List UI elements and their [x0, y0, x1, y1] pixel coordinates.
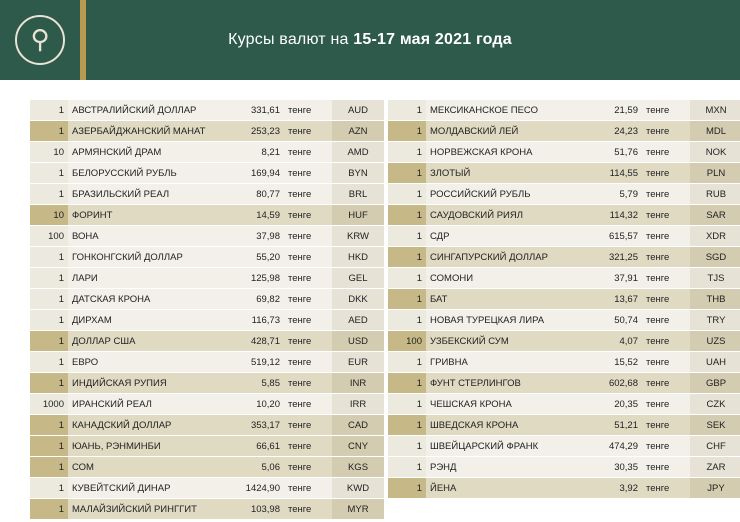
currency-unit: тенге [642, 415, 690, 436]
currency-quantity: 1 [30, 457, 68, 478]
currency-name: СИНГАПУРСКИЙ ДОЛЛАР [426, 247, 578, 268]
currency-code: MXN [690, 100, 740, 121]
currency-quantity: 1 [30, 415, 68, 436]
table-row [388, 310, 740, 331]
currency-code: IRR [332, 394, 384, 415]
table-row [30, 478, 384, 499]
currency-code: CNY [332, 436, 384, 457]
currency-name: ДОЛЛАР США [68, 331, 220, 352]
currency-code: TJS [690, 268, 740, 289]
table-row [30, 310, 384, 331]
table-row [388, 289, 740, 310]
table-row [388, 268, 740, 289]
currency-unit: тенге [284, 499, 332, 520]
currency-unit: тенге [284, 247, 332, 268]
currency-code: USD [332, 331, 384, 352]
table-row [388, 331, 740, 352]
currency-quantity: 1 [30, 121, 68, 142]
currency-quantity: 1 [388, 352, 426, 373]
currency-unit: тенге [284, 100, 332, 121]
currency-quantity: 1000 [30, 394, 68, 415]
table-row [388, 436, 740, 457]
currency-rate: 169,94 [220, 163, 284, 184]
table-row [30, 394, 384, 415]
currency-unit: тенге [284, 352, 332, 373]
currency-unit: тенге [284, 268, 332, 289]
currency-name: УЗБЕКСКИЙ СУМ [426, 331, 578, 352]
currency-rate: 125,98 [220, 268, 284, 289]
currency-unit: тенге [284, 121, 332, 142]
currency-unit: тенге [284, 310, 332, 331]
currency-name: СОМОНИ [426, 268, 578, 289]
currency-name: ЙЕНА [426, 478, 578, 499]
table-row [388, 163, 740, 184]
currency-rate: 55,20 [220, 247, 284, 268]
currency-rate: 253,23 [220, 121, 284, 142]
currency-unit: тенге [642, 289, 690, 310]
rates-table-left [30, 100, 384, 520]
currency-rate: 519,12 [220, 352, 284, 373]
currency-unit: тенге [284, 478, 332, 499]
currency-rate: 5,79 [578, 184, 642, 205]
currency-code: SGD [690, 247, 740, 268]
currency-name: ИНДИЙСКАЯ РУПИЯ [68, 373, 220, 394]
currency-quantity: 1 [388, 184, 426, 205]
table-row [388, 373, 740, 394]
currency-code: TRY [690, 310, 740, 331]
currency-rate: 66,61 [220, 436, 284, 457]
currency-unit: тенге [284, 205, 332, 226]
currency-rate: 602,68 [578, 373, 642, 394]
currency-quantity: 1 [30, 352, 68, 373]
currency-name: ФУНТ СТЕРЛИНГОВ [426, 373, 578, 394]
emblem-glyph: ⚲ [30, 25, 50, 55]
currency-code: MYR [332, 499, 384, 520]
currency-code: BYN [332, 163, 384, 184]
table-row [30, 373, 384, 394]
currency-name: СОМ [68, 457, 220, 478]
currency-quantity: 1 [30, 478, 68, 499]
currency-code: KGS [332, 457, 384, 478]
currency-name: РОССИЙСКИЙ РУБЛЬ [426, 184, 578, 205]
page-title-prefix: Курсы валют на [228, 31, 354, 48]
currency-code: ZAR [690, 457, 740, 478]
currency-rate: 116,73 [220, 310, 284, 331]
table-row [388, 352, 740, 373]
currency-quantity: 1 [388, 373, 426, 394]
table-row [388, 247, 740, 268]
currency-quantity: 10 [30, 205, 68, 226]
currency-name: ГОНКОНГСКИЙ ДОЛЛАР [68, 247, 220, 268]
currency-rate: 15,52 [578, 352, 642, 373]
currency-unit: тенге [642, 331, 690, 352]
table-row [388, 478, 740, 499]
currency-rate: 103,98 [220, 499, 284, 520]
header-title-container [86, 31, 740, 49]
currency-code: DKK [332, 289, 384, 310]
currency-code: HUF [332, 205, 384, 226]
currency-name: ЛАРИ [68, 268, 220, 289]
currency-name: ЗЛОТЫЙ [426, 163, 578, 184]
currency-rate: 69,82 [220, 289, 284, 310]
currency-unit: тенге [284, 415, 332, 436]
currency-rate: 474,29 [578, 436, 642, 457]
currency-quantity: 100 [388, 331, 426, 352]
currency-rate: 5,06 [220, 457, 284, 478]
currency-code: AED [332, 310, 384, 331]
table-row [388, 205, 740, 226]
currency-quantity: 1 [388, 142, 426, 163]
table-row [30, 331, 384, 352]
currency-code: AMD [332, 142, 384, 163]
currency-code: AZN [332, 121, 384, 142]
currency-code: INR [332, 373, 384, 394]
currency-name: СДР [426, 226, 578, 247]
currency-name: ВОНА [68, 226, 220, 247]
table-row [30, 457, 384, 478]
currency-rate: 114,55 [578, 163, 642, 184]
table-row [388, 184, 740, 205]
currency-quantity: 100 [30, 226, 68, 247]
currency-name: ДАТСКАЯ КРОНА [68, 289, 220, 310]
currency-name: САУДОВСКИЙ РИЯЛ [426, 205, 578, 226]
currency-quantity: 1 [388, 121, 426, 142]
currency-rate: 37,98 [220, 226, 284, 247]
table-row [30, 121, 384, 142]
currency-unit: тенге [642, 163, 690, 184]
currency-rate: 13,67 [578, 289, 642, 310]
currency-quantity: 1 [388, 415, 426, 436]
currency-quantity: 1 [30, 268, 68, 289]
currency-unit: тенге [642, 247, 690, 268]
currency-quantity: 1 [388, 205, 426, 226]
currency-unit: тенге [284, 373, 332, 394]
currency-code: BRL [332, 184, 384, 205]
table-row [30, 163, 384, 184]
currency-quantity: 1 [30, 184, 68, 205]
rates-column-left [30, 100, 370, 520]
rates-columns [0, 100, 740, 520]
currency-code: AUD [332, 100, 384, 121]
currency-quantity: 1 [30, 436, 68, 457]
currency-name: РЭНД [426, 457, 578, 478]
currency-unit: тенге [642, 268, 690, 289]
currency-code: SEK [690, 415, 740, 436]
currency-quantity: 1 [388, 100, 426, 121]
table-row [388, 457, 740, 478]
currency-unit: тенге [642, 436, 690, 457]
table-row [30, 100, 384, 121]
table-row [30, 268, 384, 289]
currency-code: MDL [690, 121, 740, 142]
table-row [388, 121, 740, 142]
currency-unit: тенге [284, 163, 332, 184]
table-row [30, 226, 384, 247]
currency-rate: 4,07 [578, 331, 642, 352]
currency-rate: 331,61 [220, 100, 284, 121]
currency-quantity: 1 [388, 289, 426, 310]
currency-rate: 10,20 [220, 394, 284, 415]
currency-unit: тенге [284, 436, 332, 457]
currency-name: ИРАНСКИЙ РЕАЛ [68, 394, 220, 415]
table-row [30, 184, 384, 205]
currency-code: KWD [332, 478, 384, 499]
currency-quantity: 1 [388, 436, 426, 457]
currency-unit: тенге [284, 226, 332, 247]
currency-name: ДИРХАМ [68, 310, 220, 331]
nbk-emblem-icon [15, 15, 65, 65]
currency-name: КАНАДСКИЙ ДОЛЛАР [68, 415, 220, 436]
currency-code: XDR [690, 226, 740, 247]
currency-rate: 8,21 [220, 142, 284, 163]
table-row [388, 226, 740, 247]
currency-name: ШВЕДСКАЯ КРОНА [426, 415, 578, 436]
currency-rate: 1424,90 [220, 478, 284, 499]
logo-container [0, 0, 80, 80]
table-row [388, 100, 740, 121]
currency-code: THB [690, 289, 740, 310]
currency-quantity: 1 [388, 247, 426, 268]
currency-quantity: 1 [30, 247, 68, 268]
currency-rate: 353,17 [220, 415, 284, 436]
currency-unit: тенге [642, 373, 690, 394]
currency-name: АЗЕРБАЙДЖАНСКИЙ МАНАТ [68, 121, 220, 142]
currency-rate: 615,57 [578, 226, 642, 247]
currency-code: GBP [690, 373, 740, 394]
currency-unit: тенге [642, 184, 690, 205]
currency-name: АВСТРАЛИЙСКИЙ ДОЛЛАР [68, 100, 220, 121]
currency-code: KRW [332, 226, 384, 247]
table-row [30, 289, 384, 310]
currency-quantity: 1 [388, 478, 426, 499]
table-row [30, 436, 384, 457]
table-row [30, 499, 384, 520]
currency-quantity: 1 [30, 499, 68, 520]
currency-rate: 5,85 [220, 373, 284, 394]
currency-code: JPY [690, 478, 740, 499]
currency-unit: тенге [642, 142, 690, 163]
currency-rate: 21,59 [578, 100, 642, 121]
currency-rate: 30,35 [578, 457, 642, 478]
currency-code: RUB [690, 184, 740, 205]
currency-name: МАЛАЙЗИЙСКИЙ РИНГГИТ [68, 499, 220, 520]
currency-rate: 3,92 [578, 478, 642, 499]
currency-name: ЮАНЬ, РЭНМИНБИ [68, 436, 220, 457]
currency-unit: тенге [284, 331, 332, 352]
currency-unit: тенге [284, 457, 332, 478]
currency-unit: тенге [284, 289, 332, 310]
currency-quantity: 1 [388, 310, 426, 331]
currency-name: ЕВРО [68, 352, 220, 373]
currency-rate: 51,21 [578, 415, 642, 436]
currency-unit: тенге [642, 352, 690, 373]
currency-rate: 321,25 [578, 247, 642, 268]
currency-name: ФОРИНТ [68, 205, 220, 226]
table-row [30, 247, 384, 268]
currency-code: CZK [690, 394, 740, 415]
currency-code: GEL [332, 268, 384, 289]
table-row [388, 142, 740, 163]
currency-rate: 80,77 [220, 184, 284, 205]
currency-unit: тенге [642, 394, 690, 415]
currency-name: НОРВЕЖСКАЯ КРОНА [426, 142, 578, 163]
currency-unit: тенге [642, 226, 690, 247]
currency-rate: 428,71 [220, 331, 284, 352]
currency-rate: 24,23 [578, 121, 642, 142]
currency-code: SAR [690, 205, 740, 226]
currency-rate: 20,35 [578, 394, 642, 415]
currency-code: CAD [332, 415, 384, 436]
currency-quantity: 1 [30, 100, 68, 121]
currency-quantity: 1 [30, 331, 68, 352]
currency-name: МЕКСИКАНСКОЕ ПЕСО [426, 100, 578, 121]
currency-name: МОЛДАВСКИЙ ЛЕЙ [426, 121, 578, 142]
currency-rate: 51,76 [578, 142, 642, 163]
currency-name: ШВЕЙЦАРСКИЙ ФРАНК [426, 436, 578, 457]
currency-unit: тенге [284, 394, 332, 415]
currency-rate: 14,59 [220, 205, 284, 226]
page-header [0, 0, 740, 80]
currency-code: UZS [690, 331, 740, 352]
currency-quantity: 1 [30, 163, 68, 184]
page-title-date: 15-17 мая 2021 года [353, 31, 512, 48]
currency-rate: 37,91 [578, 268, 642, 289]
currency-rate: 114,32 [578, 205, 642, 226]
currency-name: ГРИВНА [426, 352, 578, 373]
rates-column-right [388, 100, 727, 520]
currency-quantity: 1 [388, 457, 426, 478]
currency-unit: тенге [642, 121, 690, 142]
currency-name: БЕЛОРУССКИЙ РУБЛЬ [68, 163, 220, 184]
currency-code: HKD [332, 247, 384, 268]
currency-quantity: 1 [30, 289, 68, 310]
table-row [30, 205, 384, 226]
currency-quantity: 1 [30, 310, 68, 331]
currency-quantity: 1 [30, 373, 68, 394]
currency-quantity: 10 [30, 142, 68, 163]
currency-code: EUR [332, 352, 384, 373]
currency-code: UAH [690, 352, 740, 373]
currency-unit: тенге [642, 205, 690, 226]
currency-name: КУВЕЙТСКИЙ ДИНАР [68, 478, 220, 499]
currency-quantity: 1 [388, 163, 426, 184]
currency-code: CHF [690, 436, 740, 457]
table-row [388, 394, 740, 415]
currency-name: НОВАЯ ТУРЕЦКАЯ ЛИРА [426, 310, 578, 331]
currency-unit: тенге [284, 184, 332, 205]
currency-quantity: 1 [388, 268, 426, 289]
currency-code: NOK [690, 142, 740, 163]
currency-quantity: 1 [388, 394, 426, 415]
currency-unit: тенге [642, 478, 690, 499]
page-title [228, 31, 512, 49]
table-row [30, 352, 384, 373]
currency-unit: тенге [284, 142, 332, 163]
currency-unit: тенге [642, 100, 690, 121]
currency-quantity: 1 [388, 226, 426, 247]
currency-name: БАТ [426, 289, 578, 310]
currency-name: ЧЕШСКАЯ КРОНА [426, 394, 578, 415]
currency-code: PLN [690, 163, 740, 184]
currency-rate: 50,74 [578, 310, 642, 331]
rates-table-right [388, 100, 740, 499]
table-row [30, 415, 384, 436]
currency-name: АРМЯНСКИЙ ДРАМ [68, 142, 220, 163]
table-row [388, 415, 740, 436]
currency-name: БРАЗИЛЬСКИЙ РЕАЛ [68, 184, 220, 205]
table-row [30, 142, 384, 163]
currency-unit: тенге [642, 310, 690, 331]
currency-unit: тенге [642, 457, 690, 478]
